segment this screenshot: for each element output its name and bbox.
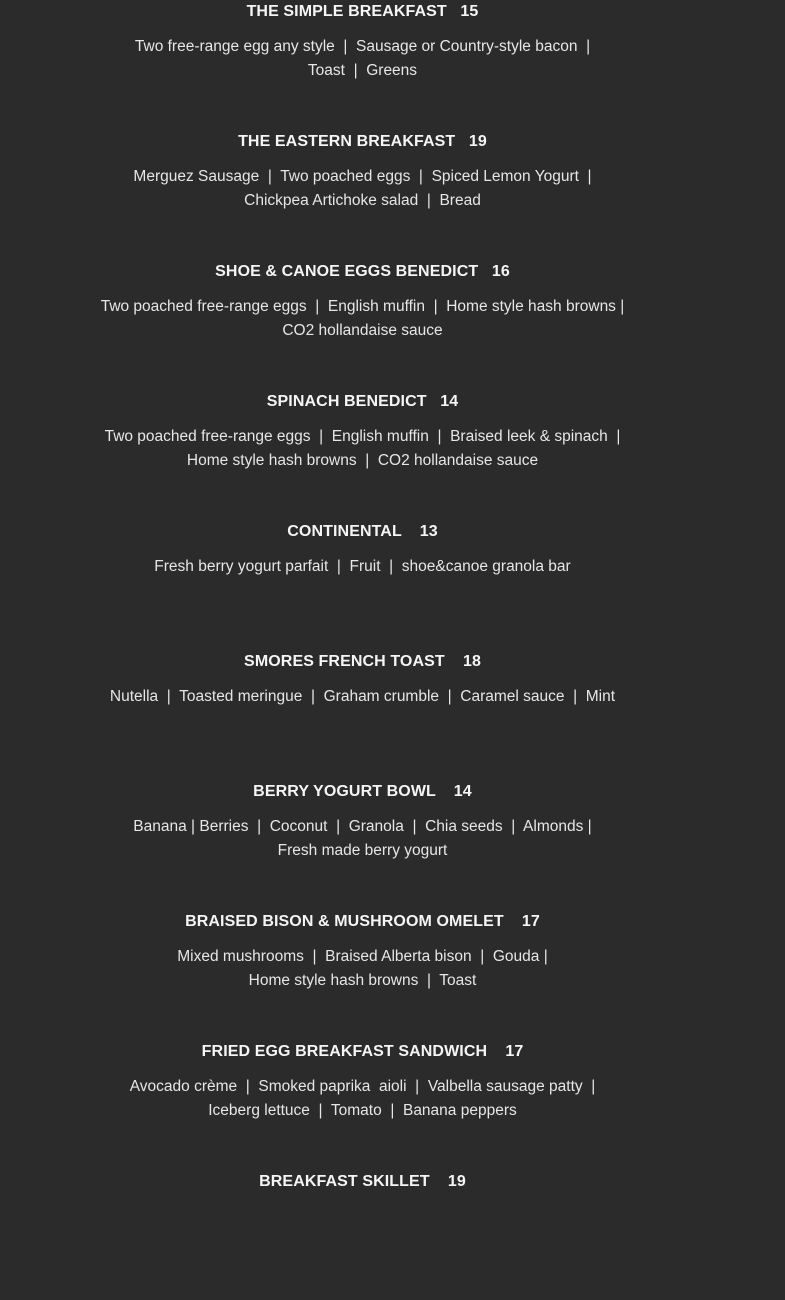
menu-item-description — [0, 815, 725, 863]
menu-item-title: SPINACH BENEDICT 14 — [266, 393, 459, 410]
menu-item — [0, 650, 725, 780]
menu-item-title: SMORES FRENCH TOAST 18 — [244, 653, 481, 670]
description-line: Nutella | Toasted meringue | Graham crumble | Caramel sauce | Mint — [109, 688, 616, 705]
description-line: Mixed mushrooms | Braised Alberta bison | Gouda | — [177, 948, 548, 965]
description-line: CO2 hollandaise sauce — [282, 322, 443, 339]
menu-item-description — [0, 35, 725, 83]
menu-item-description — [0, 945, 725, 993]
menu-item-description — [0, 425, 725, 473]
menu-item — [0, 910, 725, 1040]
menu-item — [0, 390, 725, 520]
menu-item — [0, 130, 725, 260]
menu-item — [0, 520, 725, 650]
menu-item-description — [0, 555, 725, 579]
description-line: Toast | Greens — [307, 62, 418, 79]
menu-item-title: BRAISED BISON & MUSHROOM OMELET 17 — [185, 913, 540, 930]
menu-item-description — [0, 295, 725, 343]
description-line: Banana | Berries | Coconut | Granola | Chia seeds | Almonds | — [133, 818, 592, 835]
description-line: Two poached free-range eggs | English muffin | Home style hash browns | — [100, 298, 625, 315]
menu-item-description — [0, 165, 725, 213]
menu-item-title: THE EASTERN BREAKFAST 19 — [238, 133, 487, 150]
menu-item-title: THE SIMPLE BREAKFAST 15 — [246, 3, 479, 20]
menu-item — [0, 0, 725, 130]
description-line: Fresh berry yogurt parfait | Fruit | shoe&canoe granola bar — [154, 558, 571, 575]
description-line: Two poached free-range eggs | English muffin | Braised leek & spinach | — [104, 428, 621, 445]
menu-item — [0, 1040, 725, 1170]
description-line: Home style hash browns | CO2 hollandaise sauce — [186, 452, 539, 469]
description-line: Home style hash browns | Toast — [248, 972, 477, 989]
menu-item-description — [0, 685, 725, 709]
description-line: Avocado crème | Smoked paprika aioli | Valbella sausage patty | — [129, 1078, 596, 1095]
menu-item — [0, 780, 725, 910]
description-line: Fresh made berry yogurt — [277, 842, 448, 859]
description-line: Iceberg lettuce | Tomato | Banana peppers — [208, 1102, 517, 1119]
menu-item-title: BREAKFAST SKILLET 19 — [259, 1173, 466, 1190]
menu-item-description — [0, 1075, 725, 1123]
menu-item-title: BERRY YOGURT BOWL 14 — [253, 783, 472, 800]
description-line: Two free-range egg any style | Sausage or Country-style bacon | — [134, 38, 591, 55]
menu-item-title: CONTINENTAL 13 — [287, 523, 438, 540]
menu-item-title: FRIED EGG BREAKFAST SANDWICH 17 — [201, 1043, 524, 1060]
menu-item — [0, 260, 725, 390]
description-line: Merguez Sausage | Two poached eggs | Spiced Lemon Yogurt | — [133, 168, 592, 185]
description-line: Chickpea Artichoke salad | Bread — [244, 192, 481, 209]
menu-item — [0, 1170, 725, 1300]
menu-item-title: SHOE & CANOE EGGS BENEDICT 16 — [215, 263, 510, 280]
